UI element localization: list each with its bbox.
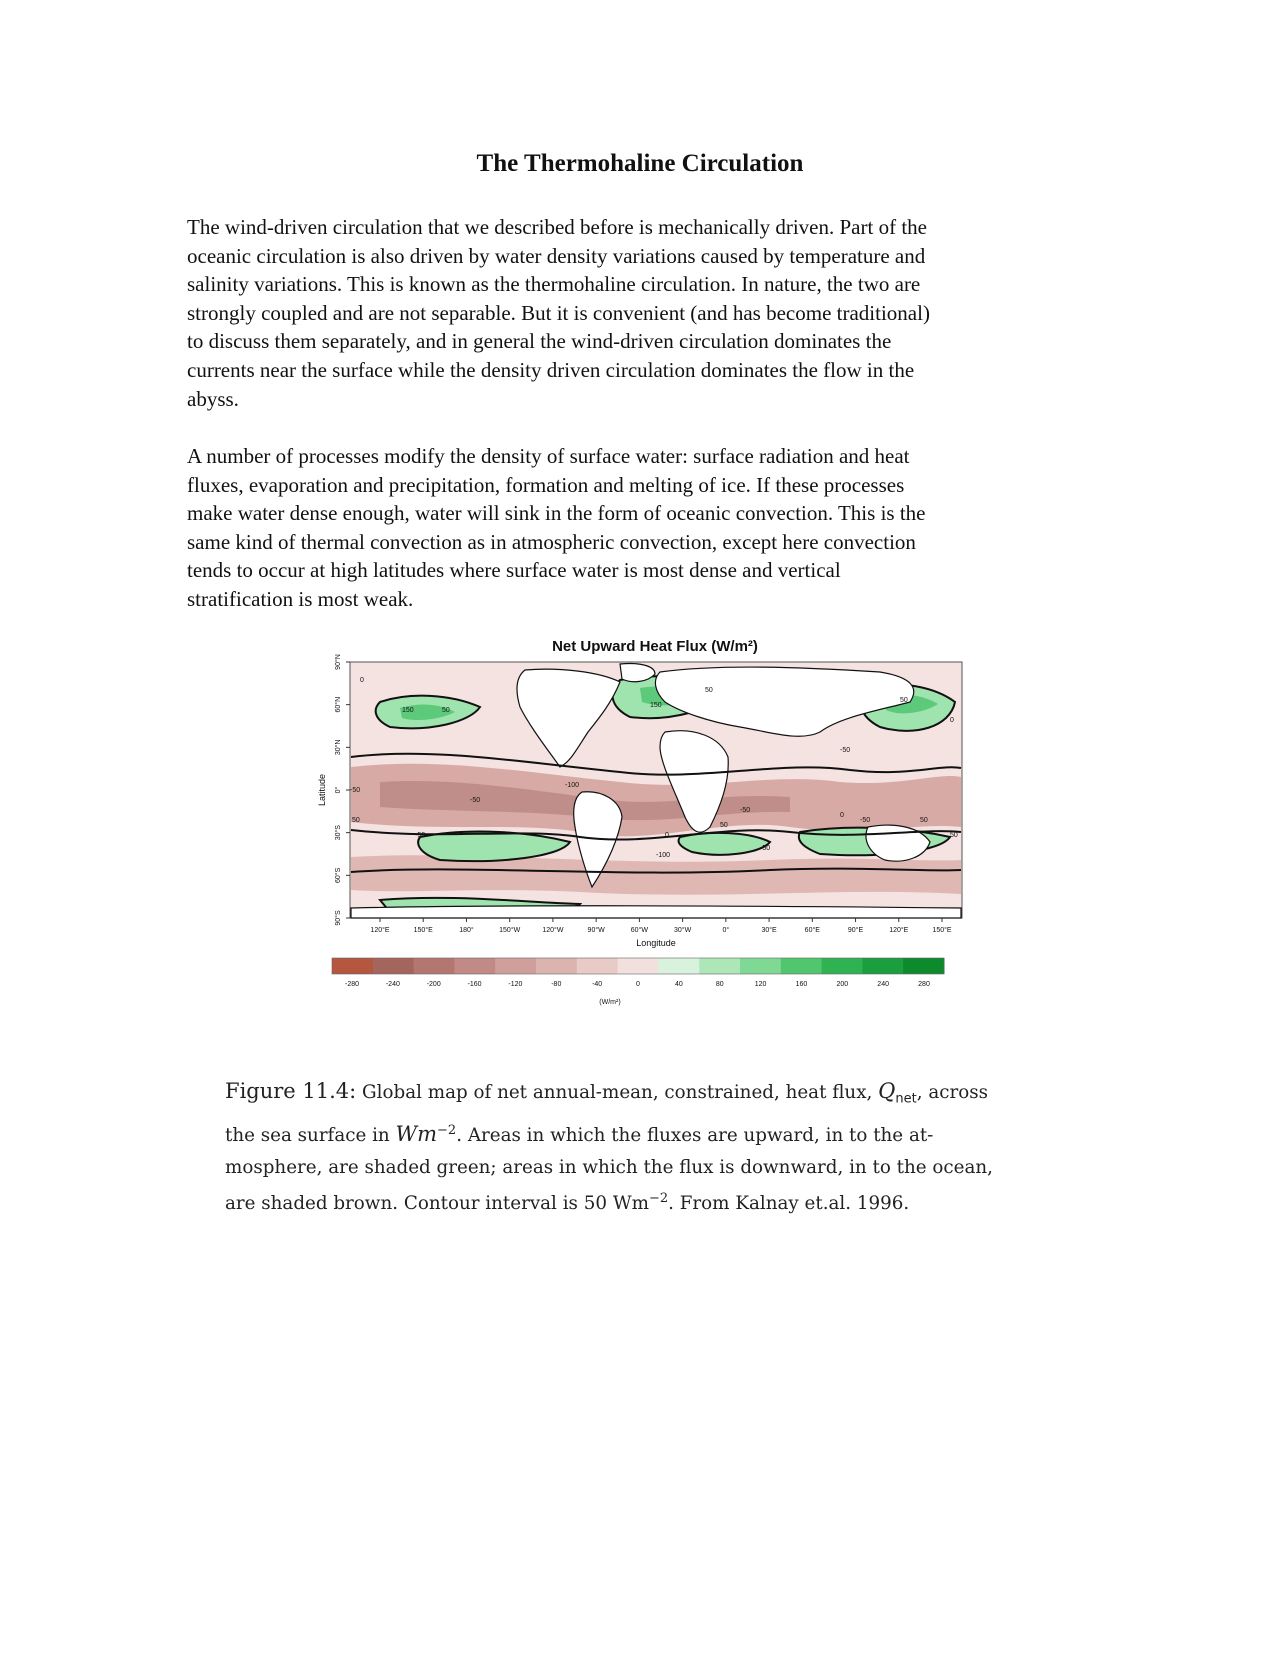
contour-label: 150 [402,707,414,714]
longitude-ticks [370,918,951,934]
paragraph-line: abyss. [187,386,239,411]
lat-tick-label: 90°N [335,654,342,670]
colorbar-tick-label: 120 [754,981,767,988]
contour-label: 50 [920,817,928,824]
colorbar-tick-label: -40 [592,981,603,988]
figure-caption [225,1076,1085,1220]
lon-tick-label: 60°W [630,927,648,934]
contour-label: 50 [720,822,728,829]
paragraph-line: to discuss them separately, and in general the wind-driven circulation dominates the [187,329,892,354]
contour-label: 150 [650,702,662,709]
colorbar-ticks [345,981,930,988]
latitude-ticks [334,654,350,925]
paragraph-line: The wind-driven circulation that we described before is mechanically driven. Part of the [187,215,927,239]
figure-title: Net Upward Heat Flux (W/m²) [552,638,758,655]
paragraph-line: tends to occur at high latitudes where surface water is most dense and vertical [187,558,841,583]
contour-label: 0 [840,812,844,819]
contour-label: 50 [442,707,450,714]
lat-tick-label: 30°S [335,825,342,841]
page-title: The Thermohaline Circulation [476,150,804,177]
caption-line-1 [225,1076,1085,1115]
paragraph-2 [187,442,1087,614]
colorbar-tick-label: 160 [795,981,808,988]
lon-tick-label: 180° [459,927,474,934]
lat-tick-label: 60°S [335,867,342,883]
colorbar-tick-label: -280 [344,981,360,988]
lon-tick-label: 150°W [499,927,521,934]
colorbar-segment [658,958,699,974]
figure-label: Figure 11.4: [225,1079,357,1103]
paragraph-line: make water dense enough, water will sink in the form of oceanic convection. This is the [187,501,926,526]
q-symbol: Q [878,1079,896,1103]
paragraph-line: A number of processes modify the density of surface water: surface radiation and heat [187,444,910,468]
colorbar-segment [740,958,781,974]
contour-label: 50 [950,832,958,839]
colorbar-segment [414,958,455,974]
lon-tick-label: 90°E [847,927,864,934]
colorbar-tick-label: -160 [467,981,482,988]
contour-label: -100 [656,852,671,859]
caption-text: . From Kalnay et.al. 1996. [668,1193,910,1215]
lon-tick-label: 60°E [804,927,820,934]
colorbar-tick-label: -80 [551,981,562,988]
q-subscript: net [895,1091,917,1107]
contour-label: 50 [900,697,908,704]
colorbar-tick-label: 40 [674,981,683,988]
contour-label: -50 [415,832,426,839]
contour-label: -50 [860,817,871,824]
contour-label: 0 [950,717,954,724]
heat-flux-figure [317,632,1000,1012]
colorbar-tick-label: 280 [918,981,930,988]
colorbar-tick-label: 0 [636,981,640,988]
colorbar-tick-label: -200 [426,981,441,988]
paragraph-line: strongly coupled and are not separable. But it is convenient (and has become traditional) [187,300,930,325]
contour-label: -50 [350,787,361,794]
contour-label: -50 [760,845,771,852]
unit-math: Wm [395,1122,438,1147]
caption-line-2 [225,1115,1085,1152]
lon-tick-label: 150°E [413,927,433,934]
lat-tick-label: 90°S [335,910,342,926]
colorbar-tick-label: -240 [385,981,400,988]
caption-line-3: mosphere, are shaded green; areas in which the flux is downward, in to the ocean, [225,1156,993,1178]
colorbar-segment [903,958,944,974]
colorbar-tick-label: -120 [508,981,523,988]
paragraph-line: oceanic circulation is also driven by water density variations caused by temperature and [187,243,926,268]
colorbar-segment [373,958,414,974]
paragraph-1 [187,213,1087,413]
contour-label: -50 [840,747,851,754]
lon-tick-label: 30°E [761,927,777,934]
lat-tick-label: 30°N [335,739,342,756]
colorbar-tick-label: 200 [836,981,849,988]
contour-label: 50 [352,817,360,824]
paragraph-line: salinity variations. This is known as the thermohaline circulation. In nature, the two are [187,272,921,297]
colorbar [332,958,945,974]
caption-line-4 [225,1183,1085,1220]
unit-exponent: −2 [648,1191,669,1207]
lon-tick-label: 0° [722,927,730,934]
paragraph-line: fluxes, evaporation and precipitation, formation and melting of ice. If these processes [187,472,905,497]
map-panel [350,662,962,918]
colorbar-unit: (W/m²) [599,999,621,1006]
colorbar-segment [536,958,577,974]
contour-label: 0 [665,832,669,839]
caption-text: Global map of net annual-mean, constrained, heat flux, [362,1082,873,1103]
colorbar-segment [822,958,863,974]
caption-text: , across [916,1082,988,1103]
lat-tick-label: 0° [335,786,342,794]
lon-tick-label: 30°W [674,927,692,934]
lon-tick-label: 120°W [542,927,564,934]
contour-label: 50 [705,687,713,694]
colorbar-tick-label: 80 [715,981,724,988]
colorbar-tick-label: 240 [877,981,889,988]
contour-label: -50 [470,797,481,804]
contour-label: -100 [565,782,580,789]
caption-text: are shaded brown. Contour interval is 50 Wm [225,1193,649,1215]
colorbar-segment [618,958,659,974]
paragraph-line: currents near the surface while the density driven circulation dominates the flow in the [187,357,915,382]
lon-tick-label: 90°W [587,927,605,934]
colorbar-segment [332,958,373,974]
lon-tick-label: 120°E [370,927,390,934]
paragraph-line: same kind of thermal convection as in atmospheric convection, except here convection [187,529,916,554]
contour-label: 0 [360,677,364,684]
colorbar-segment [862,958,903,974]
caption-text: the sea surface in [225,1125,390,1147]
colorbar-segment [495,958,536,974]
colorbar-segment [577,958,618,974]
unit-exponent: −2 [437,1123,457,1139]
caption-text: . Areas in which the fluxes are upward, in to the at- [456,1125,934,1147]
lat-tick-label: 60°N [335,696,342,713]
colorbar-segment [454,958,495,974]
antarctica [351,906,961,918]
colorbar-segment [699,958,740,974]
paragraph-line: stratification is most weak. [187,586,414,611]
x-axis-label: Longitude [636,938,676,948]
lon-tick-label: 120°E [889,927,909,934]
contour-label: -50 [740,807,751,814]
lon-tick-label: 150°E [932,927,952,934]
y-axis-label: Latitude [317,773,327,807]
colorbar-segment [781,958,822,974]
